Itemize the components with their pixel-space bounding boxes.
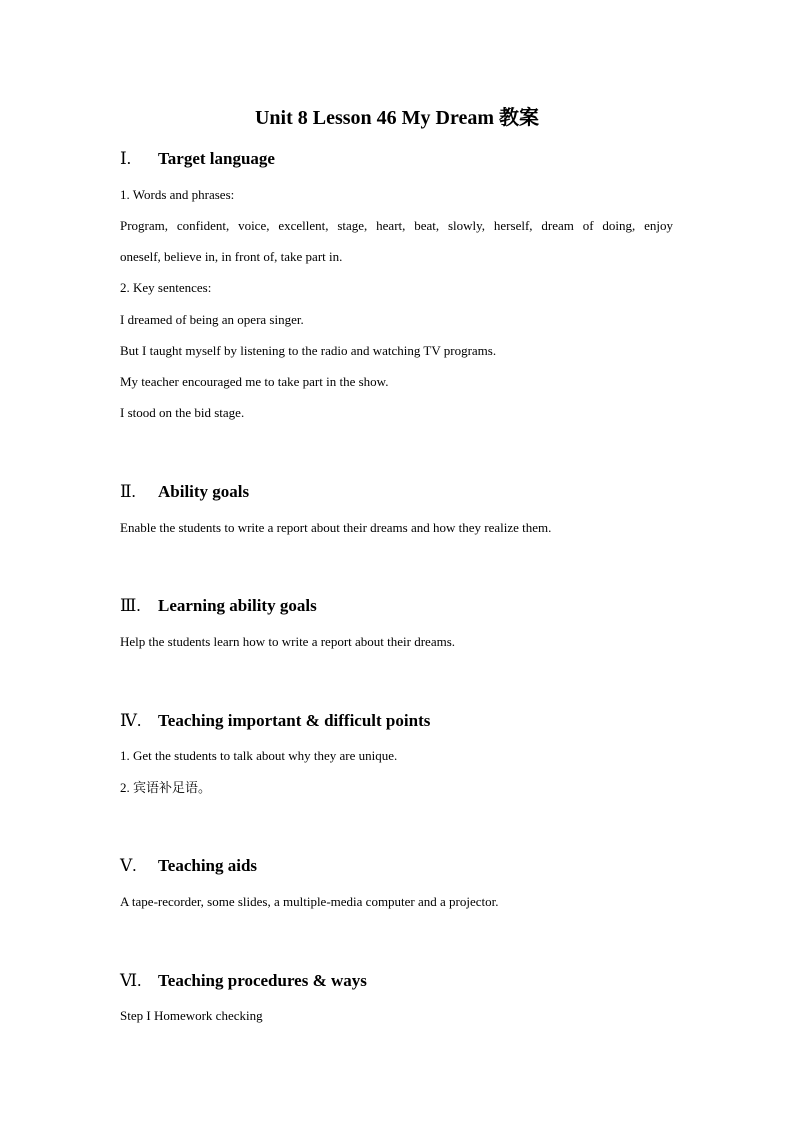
section-heading-teaching-points: [120, 710, 430, 732]
section-numeral: Ⅵ.: [120, 971, 142, 990]
section-title: Learning ability goals: [158, 596, 317, 615]
paragraph-line: Program, confident, voice, excellent, stage, heart, beat, slowly, herself, dream of doing, enjoy: [120, 218, 673, 233]
document-title: Unit 8 Lesson 46 My Dream 教案: [254, 107, 540, 129]
section-heading-ability-goals: [120, 481, 249, 503]
section-numeral: Ⅱ.: [120, 482, 136, 501]
paragraph-line: I stood on the bid stage.: [120, 405, 245, 420]
section-numeral: Ⅰ.: [120, 149, 131, 168]
section-heading-teaching-aids: [120, 855, 257, 877]
section-heading-learning-ability-goals: [120, 595, 317, 617]
section-title: Teaching important & difficult points: [158, 711, 431, 730]
paragraph-line: Enable the students to write a report about their dreams and how they realize them.: [120, 520, 552, 535]
section-title: Teaching aids: [158, 856, 258, 875]
paragraph-line: My teacher encouraged me to take part in the show.: [120, 374, 389, 389]
paragraph-line: 2. 宾语补足语。: [120, 780, 212, 795]
paragraph-line: Help the students learn how to write a report about their dreams.: [120, 634, 456, 649]
section-numeral: Ⅳ.: [120, 711, 142, 730]
section-title: Target language: [158, 149, 275, 168]
section-heading-target-language: [120, 148, 275, 170]
paragraph-line: Step I Homework checking: [120, 1008, 263, 1023]
section-heading-teaching-procedures: [120, 970, 367, 992]
section-title: Teaching procedures & ways: [158, 971, 367, 990]
paragraph-line: 1. Words and phrases:: [120, 187, 235, 202]
section-title: Ability goals: [158, 482, 250, 501]
paragraph-line: oneself, believe in, in front of, take part in.: [120, 249, 343, 264]
paragraph-line: I dreamed of being an opera singer.: [120, 312, 304, 327]
paragraph-line: A tape-recorder, some slides, a multiple-media computer and a projector.: [120, 894, 499, 909]
paragraph-line: But I taught myself by listening to the radio and watching TV programs.: [120, 343, 497, 358]
paragraph-line: 2. Key sentences:: [120, 280, 212, 295]
section-numeral: Ⅴ.: [120, 856, 137, 875]
section-numeral: Ⅲ.: [120, 596, 141, 615]
paragraph-line: 1. Get the students to talk about why they are unique.: [120, 748, 398, 763]
